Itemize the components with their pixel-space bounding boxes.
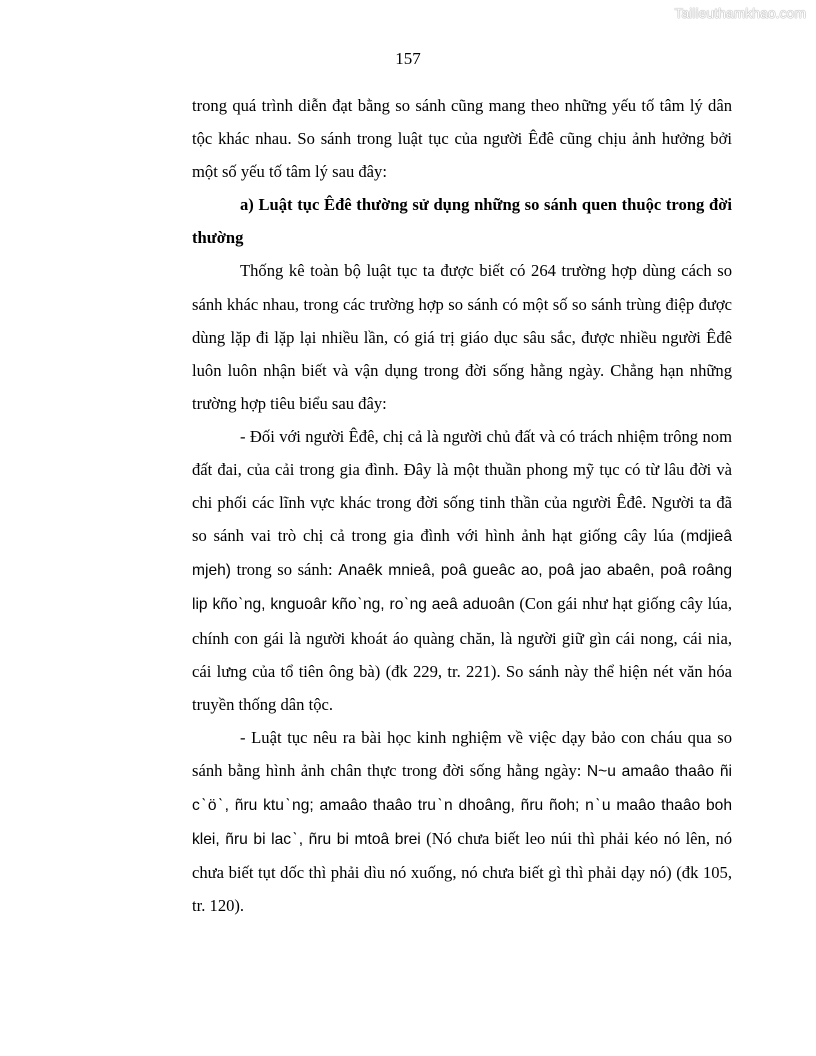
section-heading-a: a) Luật tục Êđê thường sử dụng những so sánh quen thuộc trong đời thường xyxy=(192,195,732,248)
paragraph-teaching xyxy=(192,721,732,923)
ede-quote: Anaêk mnieâ, poâ gueâc ao, poâ jao abaên, poâ roâng lip kñoˋng, knguoâr kñoˋng, roˋng aeâ aduoân xyxy=(192,562,732,614)
ede-quote: mdjieâ mjeh) xyxy=(192,528,732,580)
text: trong so sánh: xyxy=(231,560,339,580)
watermark: Tailieuthamkhao.com xyxy=(674,5,806,21)
paragraph-intro: trong quá trình diễn đạt bằng so sánh cũng mang theo những yếu tố tâm lý dân tộc khác nhau. So sánh trong luật tục của người Êđê cũng chịu ảnh hưởng bởi một số yếu tố tâm lý sau đây: xyxy=(192,96,732,182)
text: - Đối với người Êđê, chị cả là người chủ đất và có trách nhiệm trông nom đất đai, của cải trong gia đình. Đây là một thuần phong mỹ tục có từ lâu đời và chi phối các lĩnh vực khác trong đời sống tinh thần của người Êđê. Người ta đã so sánh vai trò chị cả trong gia đình với hình ảnh hạt giống cây lúa ( xyxy=(192,426,732,546)
text: (Con gái như hạt giống cây lúa, chính con gái là người khoát áo quàng chăn, là người giữ gìn cái nong, cái nia, cái lưng của tổ tiên ông bà) (đk 229, tr. 221). So sánh này thể hiện nét văn hóa truyền thống dân tộc. xyxy=(192,594,732,714)
text: - Luật tục nêu ra bài học kinh nghiệm về việc dạy bảo con cháu qua so sánh bằng hình ảnh chân thực trong đời sống hằng ngày: xyxy=(192,727,732,780)
page-number-text: 157 xyxy=(395,49,421,68)
paragraph-elder-sister xyxy=(192,420,732,721)
page-number xyxy=(0,49,816,69)
ede-quote: N~u amaâo thaâo ñi cˋöˋ, ñru ktuˋng; amaâo thaâo truˋn dhoâng, ñru ñoh; nˋu maâo thaâo boh klei, ñru bi lacˋ, ñru bi mtoâ brei xyxy=(192,762,732,849)
text: (Nó chưa biết leo núi thì phải kéo nó lên, nó chưa biết tụt dốc thì phải dìu nó xuống, nó chưa biết gì thì phải dạy nó) (đk 105, tr. 120). xyxy=(192,829,732,916)
document-body xyxy=(192,89,732,922)
paragraph-statistics: Thống kê toàn bộ luật tục ta được biết có 264 trường hợp dùng cách so sánh khác nhau, trong các trường hợp so sánh có một số so sánh trùng điệp được dùng lặp đi lặp lại nhiều lần, có giá trị giáo dục sâu sắc, được nhiều người Êđê luôn luôn nhận biết và vận dụng trong đời sống hằng ngày. Chẳng hạn những trường hợp tiêu biểu sau đây: xyxy=(192,261,732,413)
